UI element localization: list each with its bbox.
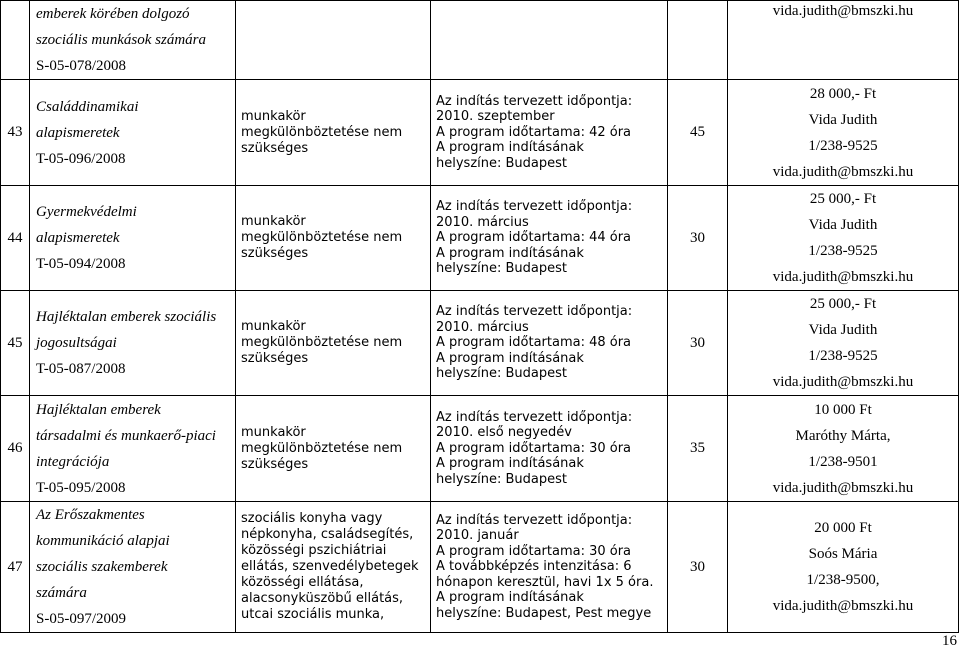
requirement-line: munkakör bbox=[241, 108, 306, 124]
price-value: 10 000 Ft bbox=[814, 401, 872, 418]
contact-email: vida.judith@bmszki.hu bbox=[772, 598, 914, 614]
schedule-line: helyszíne: Budapest bbox=[436, 471, 567, 487]
requirement-line: megkülönböztetése nem bbox=[241, 335, 403, 350]
course-title-line: alapismeretek bbox=[36, 230, 120, 246]
schedule-line: Az indítás tervezett időpontja: bbox=[436, 93, 633, 109]
contact-email: vida.judith@bmszki.hu bbox=[772, 3, 914, 19]
contact-email: vida.judith@bmszki.hu bbox=[772, 269, 914, 285]
row-number: 43 bbox=[7, 124, 23, 140]
row-number-cell bbox=[1, 1, 30, 80]
hours-cell bbox=[668, 291, 728, 396]
requirement-line: szükséges bbox=[241, 351, 309, 366]
course-code: T-05-096/2008 bbox=[36, 150, 126, 167]
requirement-line: munkakör bbox=[241, 319, 306, 334]
course-cell bbox=[30, 291, 236, 396]
contact-name: Vida Judith bbox=[808, 111, 878, 128]
contact-name: Vida Judith bbox=[808, 322, 878, 338]
requirement-line: megkülönböztetése nem bbox=[241, 124, 403, 140]
page-number: 16 bbox=[942, 633, 957, 649]
course-cell bbox=[30, 186, 236, 291]
schedule-line: A program indításának bbox=[436, 245, 584, 261]
course-cell bbox=[30, 502, 236, 633]
row-number: 44 bbox=[7, 229, 23, 246]
course-code: T-05-095/2008 bbox=[36, 479, 126, 496]
schedule-line: 2010. január bbox=[436, 528, 519, 544]
table-row bbox=[1, 291, 959, 396]
requirement-line: megkülönböztetése nem bbox=[241, 440, 403, 456]
course-title-line: szociális szakemberek bbox=[36, 559, 168, 575]
contact-name: Maróthy Márta, bbox=[795, 427, 891, 444]
row-number: 46 bbox=[7, 440, 23, 456]
price-value: 25 000,- Ft bbox=[809, 296, 877, 312]
schedule-line: A program időtartama: 48 óra bbox=[436, 335, 632, 351]
contact-email: vida.judith@bmszki.hu bbox=[772, 163, 914, 180]
schedule-line: Az indítás tervezett időpontja: bbox=[436, 512, 633, 528]
schedule-cell bbox=[431, 1, 668, 80]
row-number: 45 bbox=[7, 334, 23, 351]
course-title-line: jogosultságai bbox=[36, 335, 117, 351]
table-row-continued bbox=[1, 1, 959, 80]
schedule-cell bbox=[431, 80, 668, 186]
hours-value: 30 bbox=[690, 558, 705, 575]
course-title-line: számára bbox=[36, 585, 87, 601]
price-value: 28 000,- Ft bbox=[809, 85, 877, 102]
contact-phone: 1/238-9501 bbox=[808, 453, 878, 470]
row-number-cell bbox=[1, 502, 30, 633]
hours-cell bbox=[668, 186, 728, 291]
contact-name: Soós Mária bbox=[808, 546, 878, 562]
contact-cell bbox=[728, 1, 959, 80]
schedule-line: 2010. március bbox=[436, 319, 529, 335]
course-title-line: alapismeretek bbox=[36, 124, 120, 141]
hours-value: 30 bbox=[690, 334, 705, 351]
schedule-line: helyszíne: Budapest bbox=[436, 155, 567, 171]
course-code: T-05-094/2008 bbox=[36, 256, 126, 272]
contact-phone: 1/238-9525 bbox=[808, 348, 878, 364]
course-title-line: emberek körében dolgozó bbox=[36, 6, 190, 22]
hours-cell bbox=[668, 1, 728, 80]
requirement-cell bbox=[236, 291, 431, 396]
course-cell bbox=[30, 396, 236, 502]
requirement-line: megkülönböztetése nem bbox=[241, 230, 403, 245]
contact-cell bbox=[728, 291, 959, 396]
requirement-line: népkonyha, családsegítés, bbox=[241, 527, 414, 542]
schedule-line: A továbbképzés intenzitása: 6 bbox=[436, 559, 632, 575]
schedule-line: helyszíne: Budapest bbox=[436, 366, 567, 382]
course-title-line: integrációja bbox=[36, 453, 110, 470]
hours-value: 35 bbox=[690, 440, 705, 456]
schedule-cell bbox=[431, 186, 668, 291]
contact-phone: 1/238-9525 bbox=[808, 243, 878, 259]
course-title-line: Gyermekvédelmi bbox=[36, 204, 137, 220]
schedule-line: hónapon keresztül, havi 1x 5 óra. bbox=[436, 574, 654, 590]
schedule-cell bbox=[431, 291, 668, 396]
requirement-line: szociális konyha vagy bbox=[241, 511, 383, 526]
contact-name: Vida Judith bbox=[808, 217, 878, 233]
course-cell bbox=[30, 1, 236, 80]
price-value: 20 000 Ft bbox=[814, 520, 872, 536]
requirement-line: szükséges bbox=[241, 246, 309, 261]
row-number-cell bbox=[1, 80, 30, 186]
schedule-line: 2010. első negyedév bbox=[436, 425, 572, 441]
course-title-line: szociális munkások számára bbox=[36, 32, 207, 48]
requirement-line: ellátás, szenvedélybetegek bbox=[241, 559, 419, 574]
table-row bbox=[1, 80, 959, 186]
course-title-line: Hajléktalan emberek bbox=[36, 401, 161, 418]
schedule-line: Az indítás tervezett időpontja: bbox=[436, 304, 633, 320]
course-title-line: kommunikáció alapjai bbox=[36, 533, 170, 549]
course-title-line: társadalmi és munkaerő-piaci bbox=[36, 427, 216, 444]
requirement-line: szükséges bbox=[241, 456, 309, 472]
contact-email: vida.judith@bmszki.hu bbox=[772, 479, 914, 496]
requirement-line: szükséges bbox=[241, 140, 309, 156]
requirement-line: munkakör bbox=[241, 214, 306, 229]
course-title-line: Hajléktalan emberek szociális bbox=[36, 309, 217, 325]
requirement-cell bbox=[236, 1, 431, 80]
schedule-line: 2010. szeptember bbox=[436, 109, 555, 125]
schedule-line: Az indítás tervezett időpontja: bbox=[436, 199, 633, 215]
requirement-cell bbox=[236, 502, 431, 633]
row-number-cell bbox=[1, 396, 30, 502]
table-row bbox=[1, 502, 959, 633]
row-number-cell bbox=[1, 186, 30, 291]
schedule-line: A program indításának bbox=[436, 456, 584, 472]
schedule-line: A program időtartama: 44 óra bbox=[436, 230, 632, 246]
hours-value: 45 bbox=[690, 124, 705, 140]
requirement-line: közösségi ellátása, bbox=[241, 575, 364, 590]
hours-cell bbox=[668, 396, 728, 502]
schedule-line: Az indítás tervezett időpontja: bbox=[436, 409, 633, 425]
course-code: S-05-078/2008 bbox=[36, 58, 126, 74]
contact-cell bbox=[728, 80, 959, 186]
table-row bbox=[1, 186, 959, 291]
hours-cell bbox=[668, 80, 728, 186]
hours-cell bbox=[668, 502, 728, 633]
schedule-line: helyszíne: Budapest, Pest megye bbox=[436, 605, 652, 621]
row-number: 47 bbox=[7, 558, 23, 575]
schedule-line: A program időtartama: 30 óra bbox=[436, 440, 632, 456]
course-title-line: Az Erőszakmentes bbox=[36, 507, 145, 523]
price-value: 25 000,- Ft bbox=[809, 191, 877, 207]
requirement-cell bbox=[236, 396, 431, 502]
requirement-line: alacsonyküszöbű ellátás, bbox=[241, 591, 404, 606]
schedule-line: helyszíne: Budapest bbox=[436, 261, 567, 277]
course-code: T-05-087/2008 bbox=[36, 361, 126, 377]
requirement-cell bbox=[236, 80, 431, 186]
schedule-line: 2010. március bbox=[436, 214, 529, 230]
requirement-line: utcai szociális munka, bbox=[241, 607, 385, 622]
schedule-cell bbox=[431, 502, 668, 633]
schedule-line: A program indításának bbox=[436, 140, 584, 156]
schedule-line: A program indításának bbox=[436, 590, 584, 606]
schedule-cell bbox=[431, 396, 668, 502]
contact-cell bbox=[728, 502, 959, 633]
table-row bbox=[1, 396, 959, 502]
schedule-line: A program időtartama: 30 óra bbox=[436, 543, 632, 559]
requirement-line: közösségi pszichiátriai bbox=[241, 543, 387, 558]
course-code: S-05-097/2009 bbox=[36, 611, 126, 627]
requirement-cell bbox=[236, 186, 431, 291]
contact-cell bbox=[728, 396, 959, 502]
row-number-cell bbox=[1, 291, 30, 396]
contact-phone: 1/238-9525 bbox=[808, 137, 878, 154]
requirement-line: munkakör bbox=[241, 424, 306, 440]
hours-value: 30 bbox=[690, 229, 705, 246]
schedule-line: A program indításának bbox=[436, 350, 584, 366]
contact-cell bbox=[728, 186, 959, 291]
course-title-line: Családdinamikai bbox=[36, 98, 139, 115]
schedule-line: A program időtartama: 42 óra bbox=[436, 124, 632, 140]
contact-email: vida.judith@bmszki.hu bbox=[772, 374, 914, 390]
course-cell bbox=[30, 80, 236, 186]
contact-phone: 1/238-9500, bbox=[806, 572, 880, 588]
